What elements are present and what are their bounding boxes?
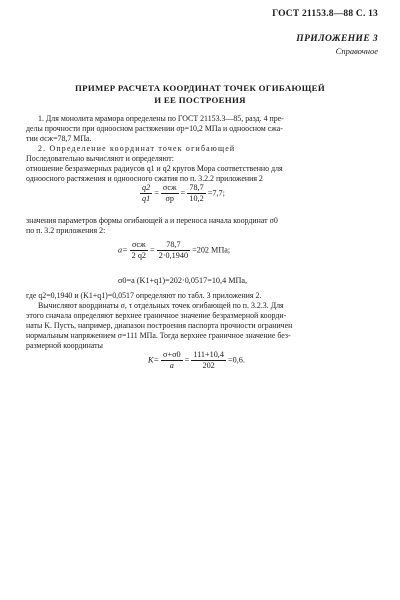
- formula-sigma0: σ0=a (K1+q1)=202·0,0517=10,4 МПа,: [118, 276, 248, 285]
- fraction-numerator: σсж: [162, 183, 177, 192]
- formula-lhs: K=: [148, 355, 159, 365]
- formula-result: =202 МПа;: [192, 245, 231, 255]
- paragraph-2-line-1: Последовательно вычисляют и определяют:: [26, 154, 174, 163]
- fraction-q: [140, 183, 152, 204]
- equals-sign: =: [150, 245, 157, 255]
- formula-a: [118, 240, 230, 261]
- paragraph-3-line-2: по п. 3.2 приложения 2:: [26, 226, 106, 235]
- formula-result: =7,7;: [207, 188, 225, 198]
- fraction-denominator: a: [169, 361, 174, 370]
- fraction-denominator: σр: [165, 194, 175, 203]
- paragraph-2-heading: 2. Определение координат точек огибающей: [38, 144, 236, 153]
- fraction-values: [157, 240, 190, 261]
- equals-sign: =: [184, 355, 192, 365]
- appendix-subtitle: Справочное: [335, 46, 378, 56]
- fraction-values: [187, 183, 205, 204]
- equals-sign: =: [154, 188, 161, 198]
- section-title-line-1: ПРИМЕР РАСЧЕТА КООРДИНАТ ТОЧЕК ОГИБАЮЩЕЙ: [75, 83, 325, 93]
- paragraph-1-line-1: 1. Для монолита мрамора определены по ГОСТ 21153.3—85, разд. 4 пре-: [38, 114, 284, 123]
- fraction-sigma: [161, 183, 179, 204]
- equals-sign: =: [180, 188, 188, 198]
- paragraph-4-line-3: этого сначала определяют верхнее граничное значение безразмерной коорди-: [26, 311, 287, 320]
- paragraph-3-line-1: значения параметров формы огибающей a и переноса начала координат σ0: [26, 216, 278, 225]
- formula-ratio: [140, 183, 225, 204]
- paragraph-4-line-2: Вычисляют координаты σ, τ отдельных точек огибающей по п. 3.2.3. Для: [38, 301, 284, 310]
- paragraph-4-line-1: где q2=0,1940 и (K1+q1)=0,0517 определяют по табл. 3 приложения 2.: [26, 291, 262, 300]
- fraction-sigma: [130, 240, 148, 261]
- fraction-numerator: σсж: [130, 240, 148, 251]
- fraction-sigma: [161, 350, 183, 371]
- fraction-numerator: q2: [142, 183, 151, 192]
- fraction-numerator: 111+10,4: [193, 350, 224, 359]
- formula-result: =0,6.: [227, 355, 245, 365]
- formula-k: [148, 350, 245, 371]
- appendix-title: ПРИЛОЖЕНИЕ 3: [296, 34, 378, 44]
- fraction-numerator: σ+σ0: [163, 350, 181, 359]
- paragraph-2-line-3: одноосного растяжения и одноосного сжатия по п. 3.2.2 приложения 2: [26, 174, 263, 183]
- paragraph-2-line-2: отношение безразмерных радиусов q1 и q2 кругов Мора соответственно для: [26, 164, 283, 173]
- fraction-values: [191, 350, 226, 371]
- fraction-denominator: 2 q2: [131, 251, 146, 260]
- paragraph-4-line-4: наты K. Пусть, например, диапазон построения паспорта прочности ограничен: [26, 321, 293, 330]
- section-title-line-2: И ЕЕ ПОСТРОЕНИЯ: [154, 95, 246, 105]
- fraction-numerator: 78,7: [189, 183, 204, 192]
- paragraph-4-line-6: размерной координаты: [26, 341, 103, 350]
- paragraph-4-line-5: нормальным напряжением σ=111 МПа. Тогда верхнее граничное значение без-: [26, 331, 291, 340]
- paragraph-1-line-2: делы прочности при одноосном растяжении σр=10,2 МПа и одноосном сжа-: [26, 124, 283, 133]
- paragraph-1-line-3: тии σсж=78,7 МПа.: [26, 134, 92, 143]
- fraction-denominator: 10,2: [189, 194, 204, 203]
- fraction-numerator: 78,7: [157, 240, 190, 251]
- fraction-denominator: q1: [142, 194, 151, 203]
- fraction-denominator: 2·0,1940: [158, 251, 189, 260]
- page-header: ГОСТ 21153.8—88 С. 13: [272, 9, 378, 19]
- fraction-denominator: 202: [202, 361, 215, 370]
- formula-lhs: a=: [118, 245, 128, 255]
